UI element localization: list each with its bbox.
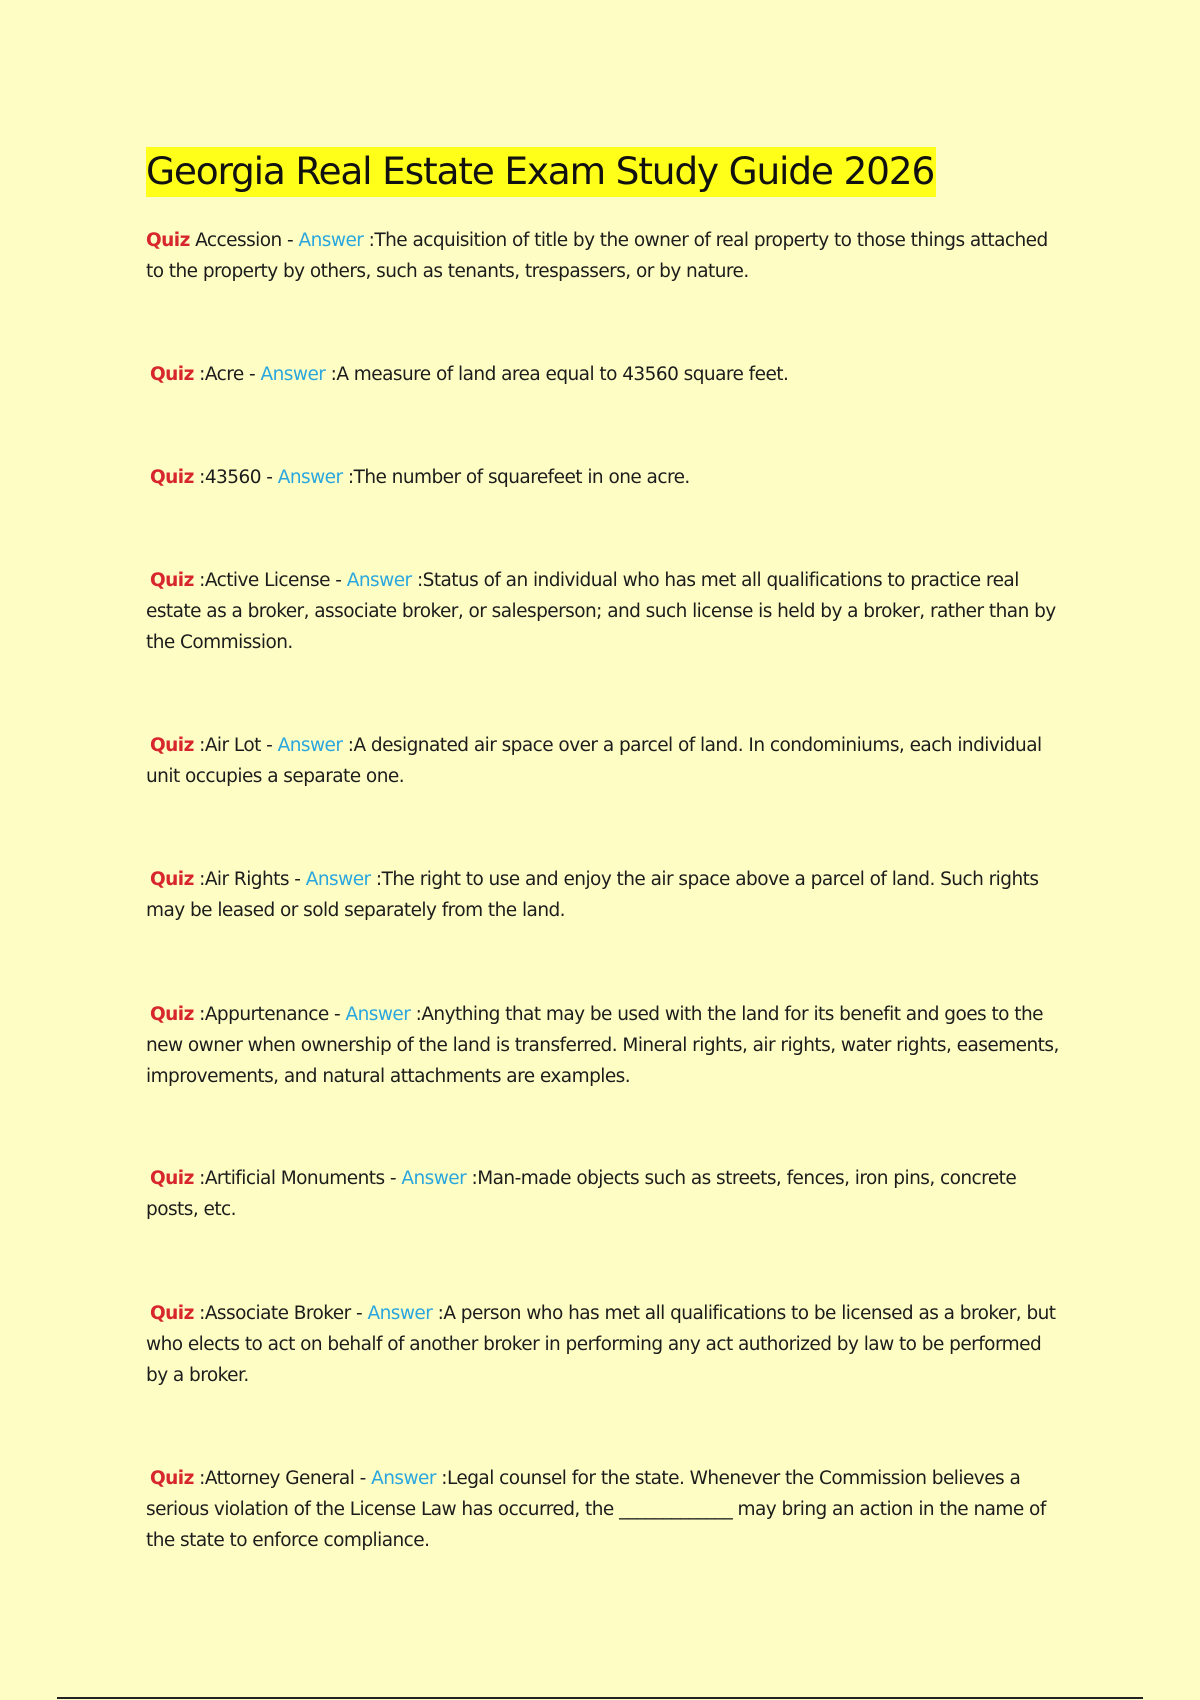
- answer-label: Answer: [367, 1303, 433, 1324]
- answer-label: Answer: [345, 1004, 411, 1025]
- quiz-entry: [146, 225, 1061, 287]
- quiz-label: Quiz: [150, 467, 194, 488]
- answer-label: Answer: [277, 467, 343, 488]
- answer-text: :Anything that may be used with the land for its benefit and goes to the new owner when ownership of the land is transferred. Mineral rights, air rights, water rights, easements, improvements, and natural attachments are examples.: [146, 1004, 1059, 1087]
- quiz-entry: [146, 462, 1061, 493]
- quiz-entry: [146, 565, 1061, 658]
- quiz-entry: [146, 999, 1061, 1092]
- quiz-entry: [146, 864, 1061, 926]
- answer-text: :The acquisition of title by the owner of real property to those things attached to the property by others, such as tenants, trespassers, or by nature.: [146, 230, 1048, 282]
- answer-text: :A designated air space over a parcel of land. In condominiums, each individual unit occupies a separate one.: [146, 735, 1042, 787]
- quiz-term: :Air Lot -: [193, 735, 278, 756]
- answer-text: :The number of squarefeet in one acre.: [342, 467, 690, 488]
- answer-label: Answer: [401, 1168, 467, 1189]
- quiz-entry: [146, 1298, 1061, 1391]
- answer-label: Answer: [260, 364, 326, 385]
- quiz-term: :Artificial Monuments -: [193, 1168, 402, 1189]
- quiz-label: Quiz: [150, 869, 194, 890]
- quiz-term: :Acre -: [193, 364, 261, 385]
- quiz-term: :Appurtenance -: [193, 1004, 346, 1025]
- quiz-entry: [146, 359, 1061, 390]
- page-title: Georgia Real Estate Exam Study Guide 2026: [146, 147, 936, 197]
- quiz-entry: [146, 730, 1061, 792]
- answer-text: :A measure of land area equal to 43560 square feet.: [325, 364, 789, 385]
- quiz-label: Quiz: [150, 570, 194, 591]
- quiz-label: Quiz: [150, 1004, 194, 1025]
- quiz-term: :Attorney General -: [193, 1468, 372, 1489]
- answer-text: :Status of an individual who has met all qualifications to practice real estate as a broker, associate broker, or salesperson; and such license is held by a broker, rather than by the Commission.: [146, 570, 1056, 653]
- answer-text: :A person who has met all qualifications to be licensed as a broker, but who elects to act on behalf of another broker in performing any act authorized by law to be performed by a broker.: [146, 1303, 1056, 1386]
- answer-label: Answer: [298, 230, 364, 251]
- quiz-term: Accession -: [189, 230, 299, 251]
- answer-text: :Man-made objects such as streets, fences, iron pins, concrete posts, etc.: [146, 1168, 1017, 1220]
- answer-text: :Legal counsel for the state. Whenever the Commission believes a serious violation of the License Law has occurred, the _____________ may bring an action in the name of the state to enforce compliance.: [146, 1468, 1046, 1551]
- quiz-label: Quiz: [150, 1468, 194, 1489]
- quiz-label: Quiz: [150, 735, 194, 756]
- answer-text: :The right to use and enjoy the air space above a parcel of land. Such rights may be leased or sold separately from the land.: [146, 869, 1039, 921]
- footer-divider: [57, 1697, 1143, 1699]
- quiz-entry: [146, 1163, 1061, 1225]
- quiz-term: :Active License -: [193, 570, 347, 591]
- quiz-label: Quiz: [150, 1303, 194, 1324]
- quiz-term: :Associate Broker -: [193, 1303, 368, 1324]
- quiz-term: :43560 -: [193, 467, 278, 488]
- quiz-label: Quiz: [146, 230, 190, 251]
- quiz-entry: [146, 1463, 1061, 1556]
- answer-label: Answer: [305, 869, 371, 890]
- quiz-label: Quiz: [150, 364, 194, 385]
- quiz-label: Quiz: [150, 1168, 194, 1189]
- quiz-term: :Air Rights -: [193, 869, 306, 890]
- answer-label: Answer: [346, 570, 412, 591]
- answer-label: Answer: [371, 1468, 436, 1489]
- answer-label: Answer: [277, 735, 343, 756]
